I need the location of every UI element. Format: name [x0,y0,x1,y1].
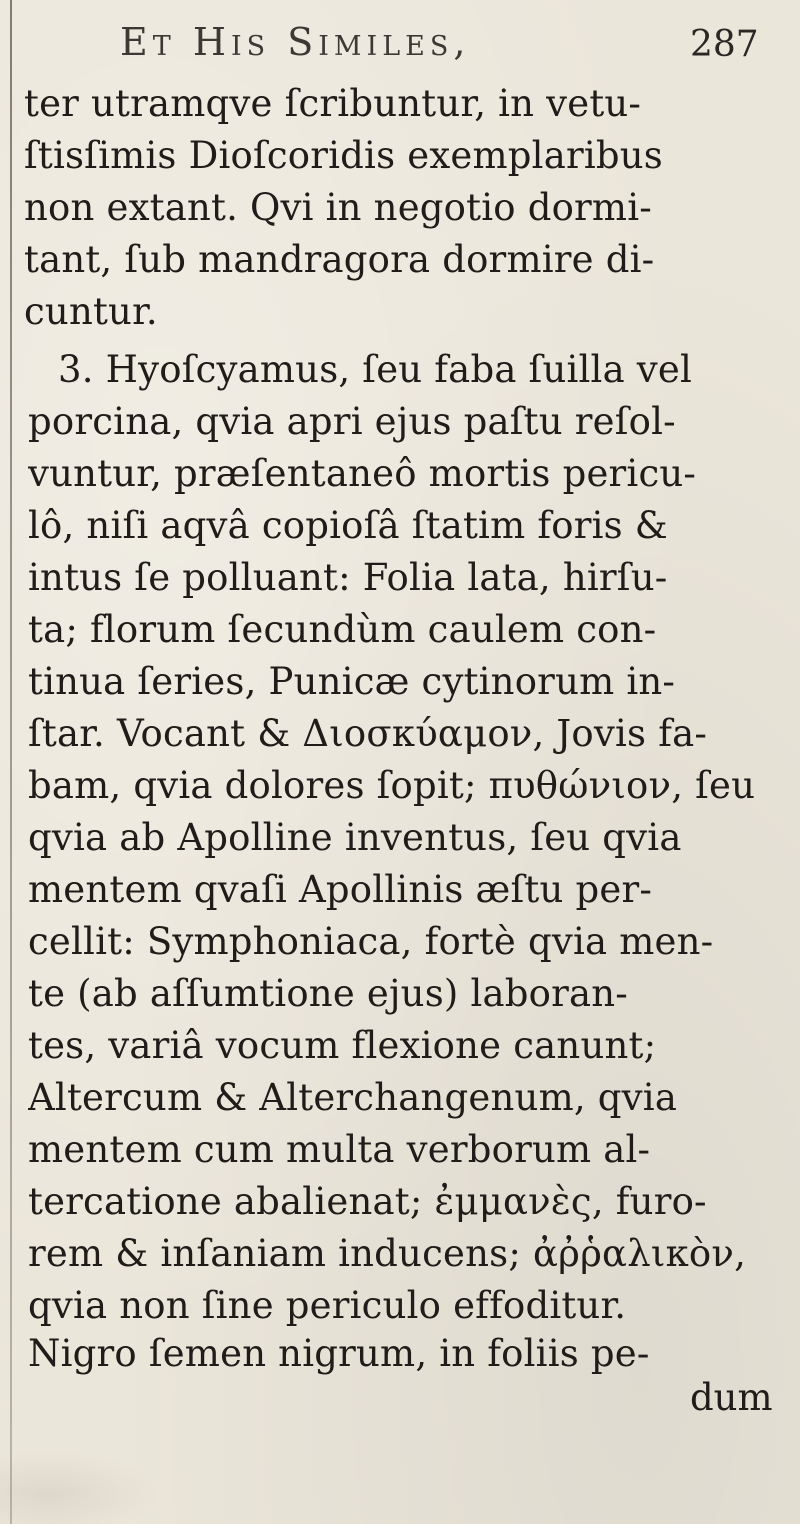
paper-smudge [0,1450,160,1524]
text-line: te (ab aſſumtione ejus) laboran- [28,972,629,1015]
text-line: non extant. Qvi in negotio dormi- [24,186,652,229]
text-line: mentem cum multa verborum al- [28,1128,651,1171]
text-line: 3. Hyoſcyamus, ſeu faba ſuilla vel [58,348,693,391]
text-line: qvia ab Apolline inventus, ſeu qvia [28,816,682,859]
text-line: vuntur, præſentaneô mortis pericu- [28,452,697,495]
page-number: 287 [690,24,759,65]
text-line: intus ſe polluant: Folia lata, hirſu- [28,556,668,599]
text-line: cuntur. [24,290,158,333]
page-header [0,12,800,72]
text-line: rem & inſaniam inducens; ἀῤῥαλικὸν, [28,1232,747,1275]
text-line: tercatione abalienat; ἐμμανὲς, furo- [28,1180,707,1223]
text-line: Altercum & Alterchangenum, qvia [28,1076,678,1119]
text-line: tes, variâ vocum flexione canunt; [28,1024,657,1067]
text-line: ter utramqve ſcribuntur, in vetu- [24,82,642,125]
text-line: bam, qvia dolores ſopit; πυθώνιον, ſeu [28,764,756,807]
text-line: porcina, qvia apri ejus paſtu reſol- [28,400,676,443]
running-head: Et His Similes, [120,20,471,64]
text-line: lô, niſi aqvâ copioſâ ſtatim foris & [28,504,668,547]
text-line: Nigro ſemen nigrum, in foliis pe- [28,1332,650,1375]
text-line: ſtar. Vocant & Διοσκύαμον, Jovis fa- [28,712,708,755]
text-line: qvia non ſine periculo effoditur. [28,1284,627,1327]
page-gutter-edge [10,0,12,1524]
catchword: dum [690,1376,773,1419]
text-line: cellit: Symphoniaca, fortè qvia men- [28,920,714,963]
text-line: mentem qvaſi Apollinis æſtu per- [28,868,653,911]
text-line: tinua ſeries, Punicæ cytinorum in- [28,660,676,703]
text-line: ta; florum ſecundùm caulem con- [28,608,657,651]
text-line: tant, ſub mandragora dormire di- [24,238,655,281]
text-line: ſtisſimis Dioſcoridis exemplaribus [24,134,663,177]
